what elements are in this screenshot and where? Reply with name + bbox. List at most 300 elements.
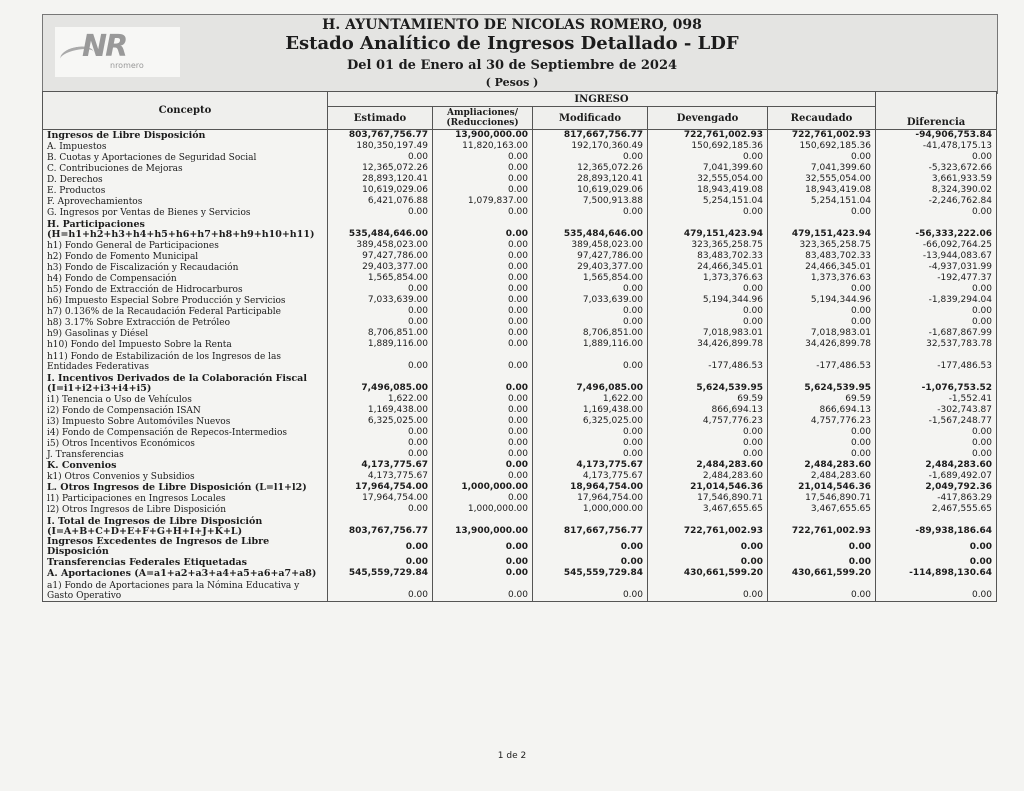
cell-estimado: 0.00 — [328, 284, 433, 295]
cell-ampliaciones: 0.00 — [433, 339, 533, 350]
cell-diferencia: -302,743.87 — [876, 405, 997, 416]
cell-modificado: 8,706,851.00 — [533, 328, 648, 339]
cell-diferencia: 0.00 — [876, 207, 997, 218]
table-row — [43, 273, 997, 284]
cell-diferencia: 3,661,933.59 — [876, 174, 997, 185]
cell-ampliaciones: 0.00 — [433, 295, 533, 306]
cell-recaudado: 0.00 — [768, 284, 876, 295]
cell-modificado: 0.00 — [533, 152, 648, 163]
cell-concepto: i1) Tenencia o Uso de Vehículos — [43, 394, 328, 405]
cell-estimado: 17,964,754.00 — [328, 482, 433, 493]
cell-estimado: 0.00 — [328, 152, 433, 163]
cell-modificado: 0.00 — [533, 284, 648, 295]
cell-estimado: 6,325,025.00 — [328, 416, 433, 427]
cell-ampliaciones: 0.00 — [433, 405, 533, 416]
cell-devengado: 0.00 — [648, 438, 768, 449]
cell-recaudado: 722,761,002.93 — [768, 515, 876, 537]
cell-modificado: 7,033,639.00 — [533, 295, 648, 306]
cell-estimado: 545,559,729.84 — [328, 568, 433, 579]
cell-concepto: i2) Fondo de Compensación ISAN — [43, 405, 328, 416]
cell-recaudado: 0.00 — [768, 152, 876, 163]
header-ampliaciones: Ampliaciones/ (Reducciones) — [433, 107, 533, 130]
cell-estimado: 0.00 — [328, 427, 433, 438]
cell-diferencia: 0.00 — [876, 427, 997, 438]
cell-estimado: 0.00 — [328, 504, 433, 515]
cell-modificado: 0.00 — [533, 449, 648, 460]
cell-ampliaciones: 0.00 — [433, 537, 533, 557]
table-row — [43, 174, 997, 185]
cell-diferencia: -1,839,294.04 — [876, 295, 997, 306]
table-row — [43, 579, 997, 602]
cell-devengado: 0.00 — [648, 207, 768, 218]
header-recaudado: Recaudado — [768, 107, 876, 130]
cell-modificado: 1,169,438.00 — [533, 405, 648, 416]
cell-ampliaciones: 0.00 — [433, 579, 533, 602]
cell-recaudado: 34,426,899.78 — [768, 339, 876, 350]
cell-devengado: -177,486.53 — [648, 350, 768, 372]
cell-diferencia: -5,323,672.66 — [876, 163, 997, 174]
cell-devengado: 4,757,776.23 — [648, 416, 768, 427]
cell-recaudado: 323,365,258.75 — [768, 240, 876, 251]
cell-ampliaciones: 0.00 — [433, 394, 533, 405]
cell-estimado: 803,767,756.77 — [328, 130, 433, 142]
cell-estimado: 0.00 — [328, 557, 433, 568]
cell-concepto: a1) Fondo de Aportaciones para la Nómina Educativa y Gasto Operativo — [43, 579, 328, 602]
cell-modificado: 0.00 — [533, 579, 648, 602]
cell-ampliaciones: 0.00 — [433, 460, 533, 471]
table-row — [43, 141, 997, 152]
cell-diferencia: -1,689,492.07 — [876, 471, 997, 482]
cell-concepto: h10) Fondo del Impuesto Sobre la Renta — [43, 339, 328, 350]
cell-modificado: 817,667,756.77 — [533, 130, 648, 142]
cell-diferencia: -1,687,867.99 — [876, 328, 997, 339]
cell-devengado: 32,555,054.00 — [648, 174, 768, 185]
cell-modificado: 1,000,000.00 — [533, 504, 648, 515]
cell-estimado: 0.00 — [328, 449, 433, 460]
cell-devengado: 722,761,002.93 — [648, 515, 768, 537]
table-row — [43, 438, 997, 449]
cell-diferencia: 0.00 — [876, 306, 997, 317]
cell-recaudado: 7,041,399.60 — [768, 163, 876, 174]
table-row — [43, 482, 997, 493]
cell-concepto: k1) Otros Convenios y Subsidios — [43, 471, 328, 482]
cell-ampliaciones: 0.00 — [433, 251, 533, 262]
cell-recaudado: 18,943,419.08 — [768, 185, 876, 196]
cell-ampliaciones: 0.00 — [433, 262, 533, 273]
cell-estimado: 0.00 — [328, 350, 433, 372]
cell-ampliaciones: 0.00 — [433, 273, 533, 284]
cell-modificado: 4,173,775.67 — [533, 460, 648, 471]
cell-recaudado: 479,151,423.94 — [768, 218, 876, 240]
cell-estimado: 7,033,639.00 — [328, 295, 433, 306]
cell-ampliaciones: 0.00 — [433, 372, 533, 394]
cell-modificado: 7,496,085.00 — [533, 372, 648, 394]
table-row — [43, 394, 997, 405]
cell-recaudado: 430,661,599.20 — [768, 568, 876, 579]
cell-modificado: 0.00 — [533, 207, 648, 218]
cell-estimado: 0.00 — [328, 579, 433, 602]
cell-concepto: Transferencias Federales Etiquetadas — [43, 557, 328, 568]
income-table-body — [43, 130, 997, 602]
cell-estimado: 0.00 — [328, 537, 433, 557]
cell-recaudado: 5,624,539.95 — [768, 372, 876, 394]
cell-modificado: 29,403,377.00 — [533, 262, 648, 273]
cell-modificado: 535,484,646.00 — [533, 218, 648, 240]
cell-ampliaciones: 0.00 — [433, 350, 533, 372]
cell-recaudado: 24,466,345.01 — [768, 262, 876, 273]
cell-devengado: 5,194,344.96 — [648, 295, 768, 306]
cell-recaudado: 0.00 — [768, 449, 876, 460]
cell-concepto: E. Productos — [43, 185, 328, 196]
cell-estimado: 8,706,851.00 — [328, 328, 433, 339]
cell-recaudado: 0.00 — [768, 427, 876, 438]
table-row — [43, 163, 997, 174]
cell-diferencia: -1,076,753.52 — [876, 372, 997, 394]
cell-estimado: 6,421,076.88 — [328, 196, 433, 207]
table-row — [43, 471, 997, 482]
cell-ampliaciones: 0.00 — [433, 152, 533, 163]
cell-modificado: 4,173,775.67 — [533, 471, 648, 482]
cell-modificado: 0.00 — [533, 306, 648, 317]
cell-recaudado: 7,018,983.01 — [768, 328, 876, 339]
cell-concepto: i3) Impuesto Sobre Automóviles Nuevos — [43, 416, 328, 427]
cell-devengado: 722,761,002.93 — [648, 130, 768, 142]
cell-diferencia: 2,049,792.36 — [876, 482, 997, 493]
cell-diferencia: -1,567,248.77 — [876, 416, 997, 427]
cell-devengado: 5,624,539.95 — [648, 372, 768, 394]
cell-estimado: 17,964,754.00 — [328, 493, 433, 504]
cell-recaudado: 2,484,283.60 — [768, 471, 876, 482]
cell-estimado: 1,889,116.00 — [328, 339, 433, 350]
cell-concepto: h11) Fondo de Estabilización de los Ingresos de las Entidades Federativas — [43, 350, 328, 372]
cell-diferencia: -13,944,083.67 — [876, 251, 997, 262]
header-devengado: Devengado — [648, 107, 768, 130]
cell-devengado: 3,467,655.65 — [648, 504, 768, 515]
cell-modificado: 0.00 — [533, 427, 648, 438]
cell-diferencia: -4,937,031.99 — [876, 262, 997, 273]
cell-devengado: 17,546,890.71 — [648, 493, 768, 504]
table-row — [43, 427, 997, 438]
table-row — [43, 504, 997, 515]
cell-recaudado: 0.00 — [768, 306, 876, 317]
cell-concepto: A. Aportaciones (A=a1+a2+a3+a4+a5+a6+a7+a8) — [43, 568, 328, 579]
cell-diferencia: -1,552.41 — [876, 394, 997, 405]
cell-diferencia: 0.00 — [876, 438, 997, 449]
cell-diferencia: -56,333,222.06 — [876, 218, 997, 240]
cell-estimado: 180,350,197.49 — [328, 141, 433, 152]
cell-devengado: 0.00 — [648, 317, 768, 328]
cell-devengado: 866,694.13 — [648, 405, 768, 416]
cell-recaudado: 0.00 — [768, 438, 876, 449]
table-row — [43, 185, 997, 196]
table-row — [43, 405, 997, 416]
entity-name: H. AYUNTAMIENTO DE NICOLAS ROMERO, 098 — [322, 17, 702, 33]
cell-estimado: 0.00 — [328, 207, 433, 218]
cell-recaudado: 0.00 — [768, 317, 876, 328]
table-row — [43, 568, 997, 579]
cell-modificado: 0.00 — [533, 537, 648, 557]
cell-ampliaciones: 1,079,837.00 — [433, 196, 533, 207]
cell-ampliaciones: 0.00 — [433, 240, 533, 251]
cell-modificado: 389,458,023.00 — [533, 240, 648, 251]
cell-concepto: I. Total de Ingresos de Libre Disposición (I=A+B+C+D+E+F+G+H+I+J+K+L) — [43, 515, 328, 537]
report-period: Del 01 de Enero al 30 de Septiembre de 2024 — [346, 58, 678, 73]
cell-devengado: 24,466,345.01 — [648, 262, 768, 273]
cell-estimado: 7,496,085.00 — [328, 372, 433, 394]
cell-estimado: 29,403,377.00 — [328, 262, 433, 273]
cell-devengado: 0.00 — [648, 449, 768, 460]
page-number: 1 de 2 — [497, 751, 527, 761]
cell-devengado: 0.00 — [648, 557, 768, 568]
table-row — [43, 339, 997, 350]
cell-diferencia: 2,484,283.60 — [876, 460, 997, 471]
table-row — [43, 284, 997, 295]
cell-modificado: 97,427,786.00 — [533, 251, 648, 262]
cell-concepto: B. Cuotas y Aportaciones de Seguridad Social — [43, 152, 328, 163]
cell-estimado: 4,173,775.67 — [328, 460, 433, 471]
cell-devengado: 0.00 — [648, 152, 768, 163]
cell-recaudado: 83,483,702.33 — [768, 251, 876, 262]
table-row — [43, 372, 997, 394]
cell-recaudado: 21,014,546.36 — [768, 482, 876, 493]
table-row — [43, 460, 997, 471]
cell-concepto: h5) Fondo de Extracción de Hidrocarburos — [43, 284, 328, 295]
cell-concepto: l1) Participaciones en Ingresos Locales — [43, 493, 328, 504]
cell-recaudado: 5,194,344.96 — [768, 295, 876, 306]
cell-concepto: L. Otros Ingresos de Libre Disposición (L=l1+l2) — [43, 482, 328, 493]
cell-ampliaciones: 0.00 — [433, 317, 533, 328]
cell-devengado: 7,041,399.60 — [648, 163, 768, 174]
cell-estimado: 803,767,756.77 — [328, 515, 433, 537]
cell-devengado: 0.00 — [648, 284, 768, 295]
cell-modificado: 1,565,854.00 — [533, 273, 648, 284]
table-row — [43, 328, 997, 339]
cell-concepto: D. Derechos — [43, 174, 328, 185]
cell-estimado: 97,427,786.00 — [328, 251, 433, 262]
cell-concepto: h4) Fondo de Compensación — [43, 273, 328, 284]
cell-devengado: 18,943,419.08 — [648, 185, 768, 196]
cell-modificado: 1,622.00 — [533, 394, 648, 405]
cell-recaudado: 4,757,776.23 — [768, 416, 876, 427]
cell-concepto: A. Impuestos — [43, 141, 328, 152]
cell-devengado: 34,426,899.78 — [648, 339, 768, 350]
cell-devengado: 0.00 — [648, 579, 768, 602]
table-row — [43, 449, 997, 460]
cell-devengado: 5,254,151.04 — [648, 196, 768, 207]
cell-diferencia: -417,863.29 — [876, 493, 997, 504]
cell-devengado: 479,151,423.94 — [648, 218, 768, 240]
cell-diferencia: -177,486.53 — [876, 350, 997, 372]
cell-concepto: i4) Fondo de Compensación de Repecos-Intermedios — [43, 427, 328, 438]
cell-diferencia: -192,477.37 — [876, 273, 997, 284]
cell-devengado: 2,484,283.60 — [648, 471, 768, 482]
cell-ampliaciones: 0.00 — [433, 427, 533, 438]
logo-text: NR — [82, 29, 127, 64]
cell-modificado: 192,170,360.49 — [533, 141, 648, 152]
header-estimado: Estimado — [328, 107, 433, 130]
cell-concepto: H. Participaciones (H=h1+h2+h3+h4+h5+h6+h7+h8+h9+h10+h11) — [43, 218, 328, 240]
cell-ampliaciones: 0.00 — [433, 568, 533, 579]
cell-diferencia: -2,246,762.84 — [876, 196, 997, 207]
header-diferencia: Diferencia — [876, 92, 997, 130]
cell-estimado: 12,365,072.26 — [328, 163, 433, 174]
header-modificado: Modificado — [533, 107, 648, 130]
cell-ampliaciones: 13,900,000.00 — [433, 515, 533, 537]
cell-diferencia: -41,478,175.13 — [876, 141, 997, 152]
cell-estimado: 4,173,775.67 — [328, 471, 433, 482]
cell-ampliaciones: 0.00 — [433, 557, 533, 568]
cell-concepto: K. Convenios — [43, 460, 328, 471]
cell-estimado: 0.00 — [328, 306, 433, 317]
report-title: Estado Analítico de Ingresos Detallado - LDF — [285, 33, 739, 54]
cell-concepto: h8) 3.17% Sobre Extracción de Petróleo — [43, 317, 328, 328]
cell-ampliaciones: 13,900,000.00 — [433, 130, 533, 142]
cell-modificado: 17,964,754.00 — [533, 493, 648, 504]
cell-ampliaciones: 0.00 — [433, 218, 533, 240]
cell-concepto: h3) Fondo de Fiscalización y Recaudación — [43, 262, 328, 273]
cell-ampliaciones: 0.00 — [433, 416, 533, 427]
cell-modificado: 1,889,116.00 — [533, 339, 648, 350]
report-units: ( Pesos ) — [485, 76, 539, 89]
table-row — [43, 493, 997, 504]
cell-recaudado: 5,254,151.04 — [768, 196, 876, 207]
income-table — [42, 91, 997, 602]
cell-modificado: 12,365,072.26 — [533, 163, 648, 174]
cell-ampliaciones: 0.00 — [433, 493, 533, 504]
cell-ampliaciones: 0.00 — [433, 471, 533, 482]
table-row — [43, 416, 997, 427]
table-row — [43, 295, 997, 306]
table-row — [43, 251, 997, 262]
table-row — [43, 196, 997, 207]
cell-ampliaciones: 1,000,000.00 — [433, 504, 533, 515]
cell-recaudado: -177,486.53 — [768, 350, 876, 372]
cell-concepto: C. Contribuciones de Mejoras — [43, 163, 328, 174]
cell-modificado: 7,500,913.88 — [533, 196, 648, 207]
cell-concepto: J. Transferencias — [43, 449, 328, 460]
cell-ampliaciones: 0.00 — [433, 328, 533, 339]
cell-recaudado: 17,546,890.71 — [768, 493, 876, 504]
cell-concepto: h7) 0.136% de la Recaudación Federal Participable — [43, 306, 328, 317]
cell-ampliaciones: 0.00 — [433, 163, 533, 174]
cell-diferencia: 0.00 — [876, 152, 997, 163]
table-row — [43, 306, 997, 317]
cell-diferencia: 0.00 — [876, 557, 997, 568]
cell-recaudado: 69.59 — [768, 394, 876, 405]
cell-devengado: 69.59 — [648, 394, 768, 405]
cell-concepto: I. Incentivos Derivados de la Colaboración Fiscal (I=i1+i2+i3+i4+i5) — [43, 372, 328, 394]
cell-ampliaciones: 0.00 — [433, 174, 533, 185]
cell-devengado: 7,018,983.01 — [648, 328, 768, 339]
table-row — [43, 207, 997, 218]
cell-recaudado: 1,373,376.63 — [768, 273, 876, 284]
cell-diferencia: 0.00 — [876, 449, 997, 460]
cell-recaudado: 0.00 — [768, 579, 876, 602]
cell-concepto: h2) Fondo de Fomento Municipal — [43, 251, 328, 262]
cell-diferencia: -66,092,764.25 — [876, 240, 997, 251]
cell-concepto: G. Ingresos por Ventas de Bienes y Servicios — [43, 207, 328, 218]
cell-ampliaciones: 0.00 — [433, 185, 533, 196]
cell-concepto: l2) Otros Ingresos de Libre Disposición — [43, 504, 328, 515]
cell-recaudado: 0.00 — [768, 207, 876, 218]
cell-ampliaciones: 0.00 — [433, 284, 533, 295]
cell-diferencia: 0.00 — [876, 537, 997, 557]
cell-estimado: 0.00 — [328, 438, 433, 449]
cell-diferencia: 0.00 — [876, 579, 997, 602]
cell-recaudado: 3,467,655.65 — [768, 504, 876, 515]
cell-ampliaciones: 0.00 — [433, 438, 533, 449]
cell-devengado: 1,373,376.63 — [648, 273, 768, 284]
cell-modificado: 18,964,754.00 — [533, 482, 648, 493]
cell-estimado: 28,893,120.41 — [328, 174, 433, 185]
cell-ampliaciones: 11,820,163.00 — [433, 141, 533, 152]
cell-modificado: 0.00 — [533, 317, 648, 328]
cell-recaudado: 32,555,054.00 — [768, 174, 876, 185]
cell-estimado: 10,619,029.06 — [328, 185, 433, 196]
cell-diferencia: -94,906,753.84 — [876, 130, 997, 142]
cell-modificado: 6,325,025.00 — [533, 416, 648, 427]
cell-devengado: 430,661,599.20 — [648, 568, 768, 579]
cell-estimado: 389,458,023.00 — [328, 240, 433, 251]
header-ingreso-group: INGRESO — [328, 92, 876, 107]
table-row — [43, 515, 997, 537]
table-row — [43, 130, 997, 142]
cell-diferencia: -114,898,130.64 — [876, 568, 997, 579]
cell-diferencia: 2,467,555.65 — [876, 504, 997, 515]
cell-diferencia: 8,324,390.02 — [876, 185, 997, 196]
cell-concepto: h6) Impuesto Especial Sobre Producción y Servicios — [43, 295, 328, 306]
cell-concepto: Ingresos Excedentes de Ingresos de Libre Disposición — [43, 537, 328, 557]
cell-modificado: 0.00 — [533, 557, 648, 568]
cell-concepto: h9) Gasolinas y Diésel — [43, 328, 328, 339]
cell-recaudado: 0.00 — [768, 557, 876, 568]
cell-estimado: 1,622.00 — [328, 394, 433, 405]
table-row — [43, 152, 997, 163]
cell-modificado: 545,559,729.84 — [533, 568, 648, 579]
cell-devengado: 323,365,258.75 — [648, 240, 768, 251]
cell-modificado: 10,619,029.06 — [533, 185, 648, 196]
cell-devengado: 0.00 — [648, 306, 768, 317]
cell-recaudado: 0.00 — [768, 537, 876, 557]
cell-diferencia: 0.00 — [876, 317, 997, 328]
cell-concepto: i5) Otros Incentivos Económicos — [43, 438, 328, 449]
cell-recaudado: 866,694.13 — [768, 405, 876, 416]
table-row — [43, 350, 997, 372]
table-row — [43, 537, 997, 557]
table-row — [43, 262, 997, 273]
cell-modificado: 0.00 — [533, 438, 648, 449]
table-row — [43, 240, 997, 251]
table-row — [43, 317, 997, 328]
cell-concepto: h1) Fondo General de Participaciones — [43, 240, 328, 251]
cell-devengado: 150,692,185.36 — [648, 141, 768, 152]
table-row — [43, 218, 997, 240]
cell-concepto: Ingresos de Libre Disposición — [43, 130, 328, 142]
cell-devengado: 2,484,283.60 — [648, 460, 768, 471]
cell-estimado: 1,565,854.00 — [328, 273, 433, 284]
cell-recaudado: 722,761,002.93 — [768, 130, 876, 142]
cell-diferencia: 32,537,783.78 — [876, 339, 997, 350]
cell-estimado: 0.00 — [328, 317, 433, 328]
cell-diferencia: 0.00 — [876, 284, 997, 295]
cell-diferencia: -89,938,186.64 — [876, 515, 997, 537]
logo-subtext: nromero — [110, 61, 144, 70]
cell-estimado: 535,484,646.00 — [328, 218, 433, 240]
header-concepto: Concepto — [43, 92, 328, 130]
cell-ampliaciones: 0.00 — [433, 449, 533, 460]
cell-ampliaciones: 0.00 — [433, 306, 533, 317]
cell-devengado: 21,014,546.36 — [648, 482, 768, 493]
